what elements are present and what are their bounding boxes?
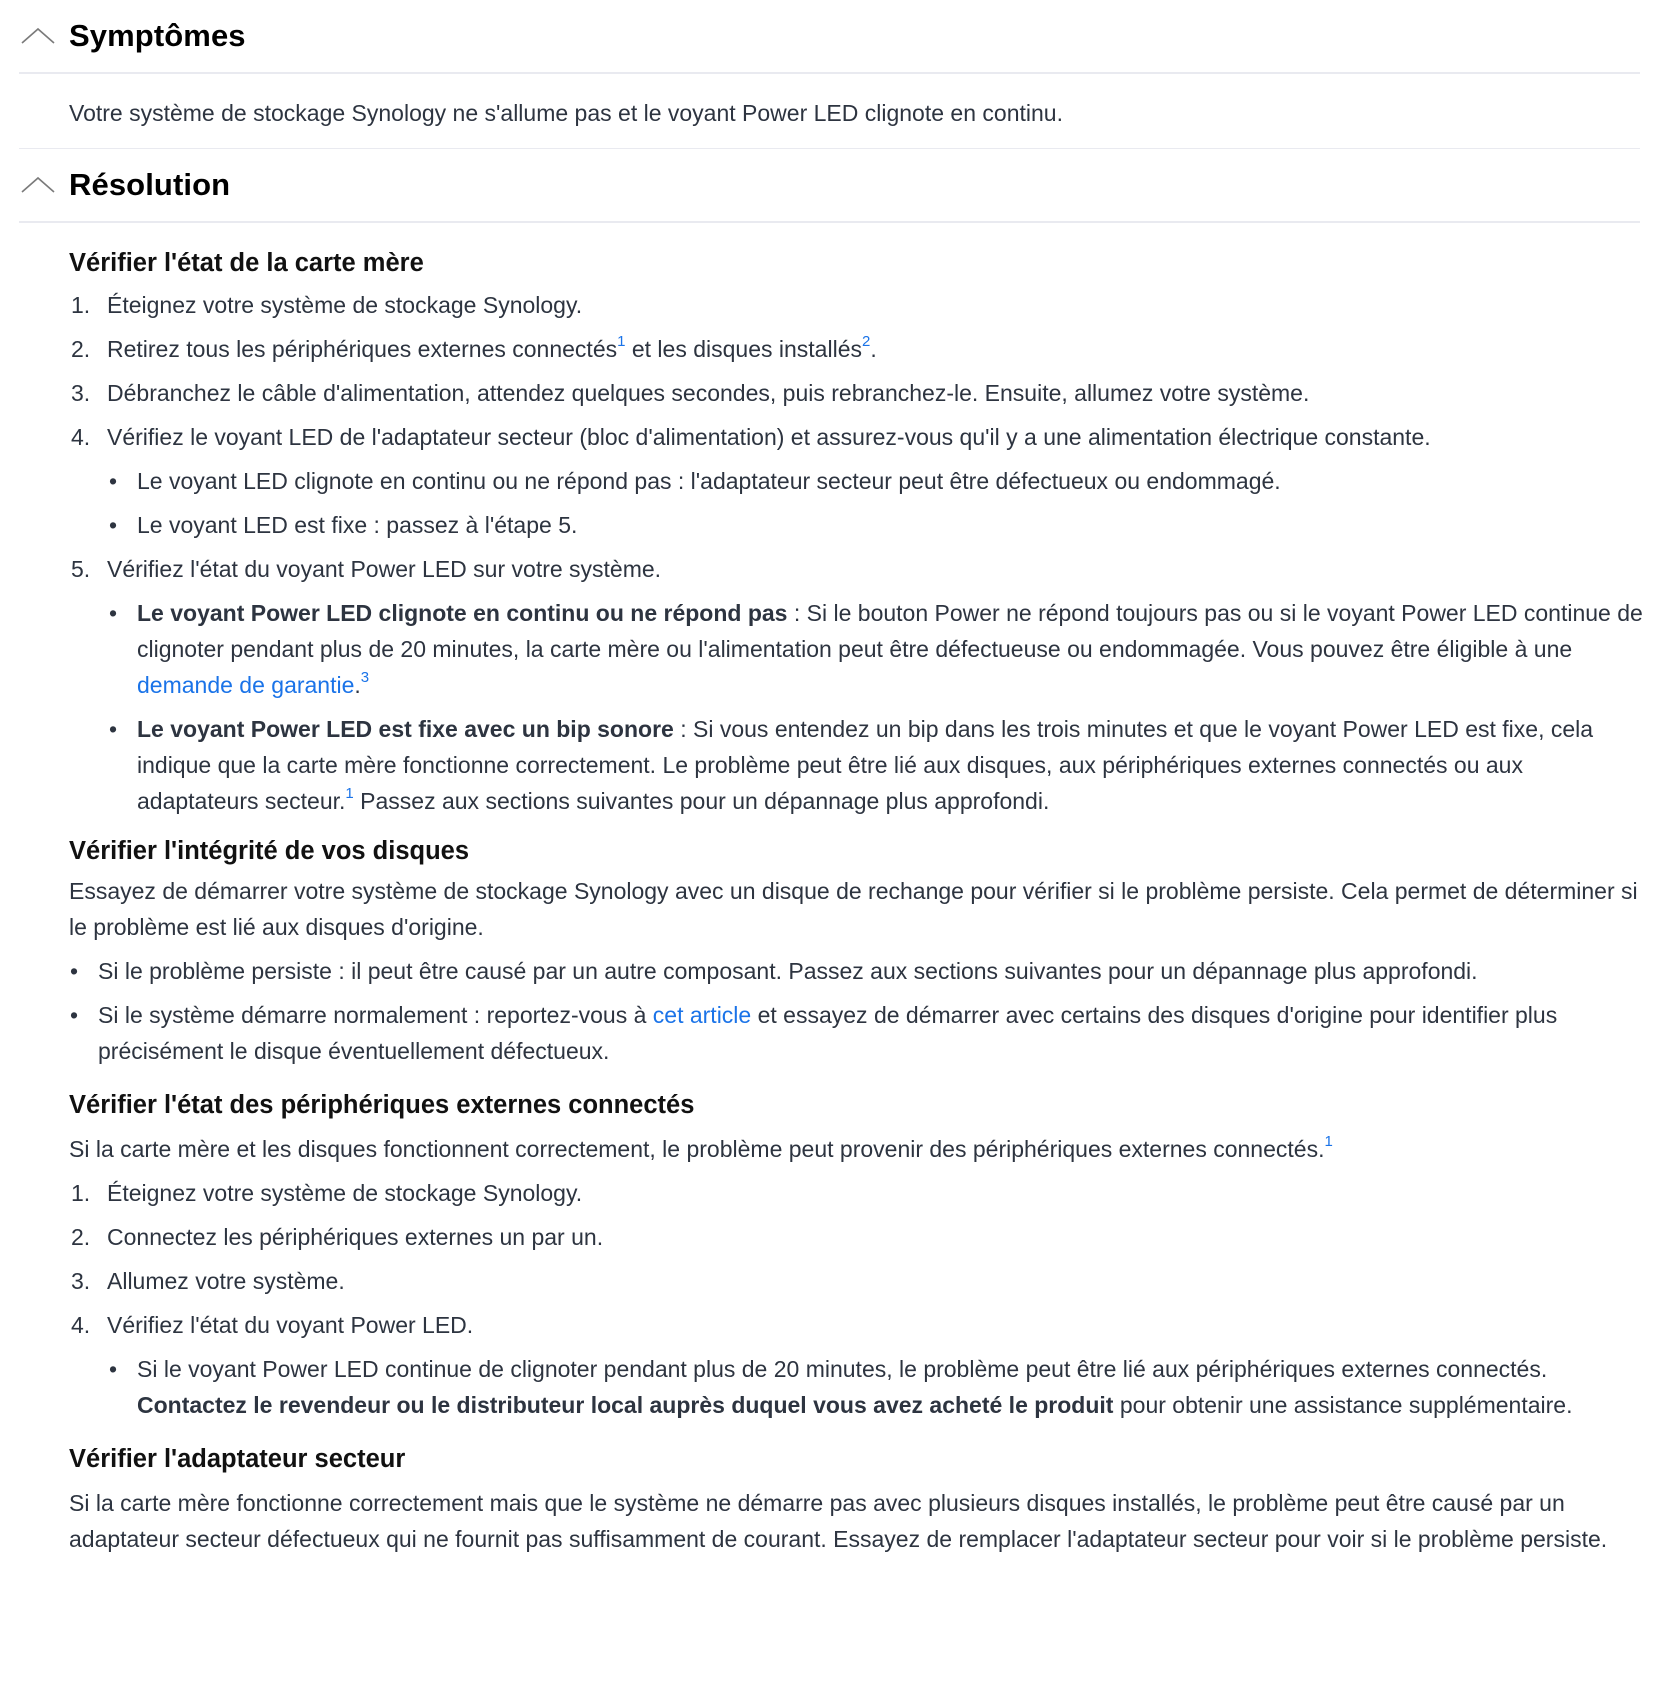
footnote-link[interactable]: 1 bbox=[1324, 1132, 1333, 1150]
list-item: • Si le problème persiste : il peut être causé par un autre composant. Passez aux sections suivantes pour un dépannage plus approfondi. bbox=[69, 953, 1643, 989]
adapter-heading: Vérifier l'adaptateur secteur bbox=[69, 1445, 406, 1473]
symptoms-section-toggle[interactable] bbox=[19, 0, 1640, 74]
list-item: 2. Connectez les périphériques externes un par un. bbox=[71, 1224, 604, 1250]
adapter-text: Si la carte mère fonctionne correctement mais que le système ne démarre pas avec plusieurs disques installés, le problème peut être causé par un adaptateur secteur défectueux qui ne fournit pas suffisamment de courant. Essayez de remplacer l'adaptateur secteur pour voir si le problème persiste. bbox=[69, 1490, 1608, 1552]
list-item: • Si le voyant Power LED continue de clignoter pendant plus de 20 minutes, le problème peut être lié aux périphériques externes connectés. Contactez le revendeur ou le distributeur local auprès duquel vous avez acheté le produit pour obtenir une assistance supplémentaire. bbox=[69, 1351, 1643, 1423]
bullet-icon: • bbox=[109, 716, 118, 742]
chevron-up-icon bbox=[20, 26, 56, 46]
footnote-link[interactable]: 1 bbox=[617, 332, 626, 350]
footnote-link[interactable]: 3 bbox=[360, 668, 370, 686]
footnote-link[interactable]: 2 bbox=[861, 332, 871, 350]
disks-intro: Essayez de démarrer votre système de stockage Synology avec un disque de rechange pour vérifier si le problème persiste. Cela permet de déterminer si le problème est lié aux disques d'origine. bbox=[69, 878, 1638, 940]
motherboard-steps bbox=[69, 287, 1643, 819]
list-item: 2. Retirez tous les périphériques externes connectés$^1$ et les disques installés$^2$. bbox=[71, 332, 877, 362]
cet-article-link[interactable]: cet article bbox=[652, 1002, 752, 1028]
resolution-section-toggle[interactable] bbox=[19, 149, 1640, 223]
list-item: • Le voyant LED clignote en continu ou ne répond pas : l'adaptateur secteur peut être défectueux ou endommagé. bbox=[69, 463, 1643, 499]
resolution-body bbox=[0, 223, 1673, 1557]
bullet-icon: • bbox=[109, 468, 118, 494]
footnote-link[interactable]: 1 bbox=[345, 784, 354, 802]
bullet-icon: • bbox=[70, 1002, 79, 1028]
symptoms-body bbox=[19, 74, 1640, 149]
symptoms-text: Votre système de stockage Synology ne s'allume pas et le voyant Power LED clignote en continu. bbox=[69, 100, 1063, 126]
list-item: 4. Vérifiez le voyant LED de l'adaptateur secteur (bloc d'alimentation) et assurez-vous qu'il y a une alimentation électrique constante. bbox=[71, 424, 1431, 450]
list-item: 5. Vérifiez l'état du voyant Power LED sur votre système. bbox=[71, 556, 662, 582]
list-item: 4. Vérifiez l'état du voyant Power LED. bbox=[71, 1312, 474, 1338]
list-item: • Si le système démarre normalement : reportez-vous à cet article et essayez de démarrer avec certains des disques d'origine pour identifier plus précisément le disque éventuellement défectueux. bbox=[69, 997, 1643, 1069]
symptoms-title: Symptômes bbox=[69, 18, 246, 53]
list-item: • Le voyant LED est fixe : passez à l'étape 5. bbox=[69, 507, 1643, 543]
list-item: • Le voyant Power LED clignote en continu ou ne répond pas : Si le bouton Power ne répond toujours pas ou si le voyant Power LED continue de clignoter pendant plus de 20 minutes, la carte mère ou l'alimentation peut être défectueuse ou endommagée. Vous pouvez être éligible à une demande de garantie.$^3$ bbox=[69, 595, 1643, 703]
bullet-icon: • bbox=[109, 1356, 118, 1382]
bullet-icon: • bbox=[109, 600, 118, 626]
bullet-icon: • bbox=[70, 958, 79, 984]
list-item: • Le voyant Power LED est fixe avec un bip sonore : Si vous entendez un bip dans les trois minutes et que le voyant Power LED est fixe, cela indique que la carte mère fonctionne correctement. Le problème peut être lié aux disques, aux périphériques externes connectés ou aux adaptateurs secteur.$^1$ Passez aux sections suivantes pour un dépannage plus approfondi. bbox=[69, 711, 1643, 819]
external-intro: Si la carte mère et les disques fonctionnent correctement, le problème peut provenir des périphériques externes connectés.$^1$ bbox=[69, 1132, 1333, 1162]
chevron-up-icon bbox=[20, 175, 56, 195]
resolution-title: Résolution bbox=[69, 167, 231, 202]
bullet-icon: • bbox=[109, 512, 118, 538]
motherboard-heading: Vérifier l'état de la carte mère bbox=[69, 249, 424, 277]
list-item: 1. Éteignez votre système de stockage Synology. bbox=[71, 292, 583, 318]
warranty-request-link[interactable]: demande de garantie bbox=[137, 672, 355, 698]
disks-bullets bbox=[69, 953, 1643, 1069]
external-steps bbox=[69, 1175, 1643, 1423]
list-item: 1. Éteignez votre système de stockage Synology. bbox=[71, 1180, 583, 1206]
list-item: 3. Allumez votre système. bbox=[71, 1268, 345, 1294]
external-heading: Vérifier l'état des périphériques externes connectés bbox=[69, 1091, 695, 1119]
disks-heading: Vérifier l'intégrité de vos disques bbox=[69, 837, 470, 865]
list-item: 3. Débranchez le câble d'alimentation, attendez quelques secondes, puis rebranchez-le. Ensuite, allumez votre système. bbox=[71, 380, 1310, 406]
